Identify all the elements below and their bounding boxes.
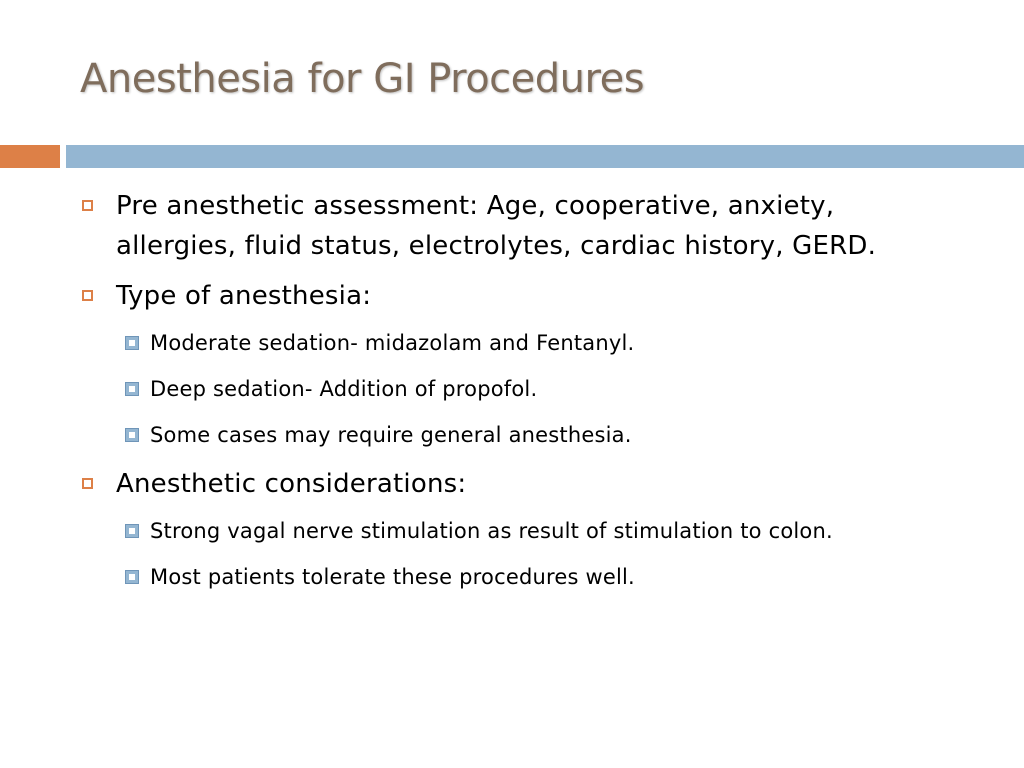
filled-square-bullet-icon bbox=[125, 570, 139, 584]
sub-bullet-text: Some cases may require general anesthesia. bbox=[150, 423, 632, 447]
bullet-type-of-anesthesia bbox=[80, 276, 960, 316]
sub-bullet-vagal-stimulation bbox=[80, 514, 920, 548]
sub-bullet-tolerance bbox=[80, 560, 920, 594]
accent-bar-orange bbox=[0, 145, 60, 168]
slide-title: Anesthesia for GI Procedures bbox=[80, 56, 645, 102]
bullet-text: Anesthetic considerations: bbox=[116, 469, 467, 499]
bullet-text: Pre anesthetic assessment: Age, cooperative, anxiety, allergies, fluid status, electrolytes, cardiac history, GERD. bbox=[116, 191, 877, 261]
filled-square-bullet-icon bbox=[125, 524, 139, 538]
sub-bullet-moderate-sedation bbox=[80, 326, 920, 360]
sub-bullet-deep-sedation bbox=[80, 372, 920, 406]
square-bullet-icon bbox=[82, 290, 93, 301]
slide-content bbox=[80, 186, 960, 606]
bullet-pre-anesthetic-assessment bbox=[80, 186, 960, 266]
sub-bullet-general-anesthesia bbox=[80, 418, 920, 452]
square-bullet-icon bbox=[82, 478, 93, 489]
sub-bullet-text: Strong vagal nerve stimulation as result of stimulation to colon. bbox=[150, 519, 833, 543]
bullet-anesthetic-considerations bbox=[80, 464, 960, 504]
filled-square-bullet-icon bbox=[125, 336, 139, 350]
accent-bar-blue bbox=[66, 145, 1024, 168]
filled-square-bullet-icon bbox=[125, 382, 139, 396]
sub-bullet-text: Moderate sedation- midazolam and Fentanyl. bbox=[150, 331, 635, 355]
bullet-text: Type of anesthesia: bbox=[116, 281, 372, 311]
sub-bullet-text: Most patients tolerate these procedures well. bbox=[150, 565, 635, 589]
filled-square-bullet-icon bbox=[125, 428, 139, 442]
square-bullet-icon bbox=[82, 200, 93, 211]
sub-bullet-text: Deep sedation- Addition of propofol. bbox=[150, 377, 538, 401]
